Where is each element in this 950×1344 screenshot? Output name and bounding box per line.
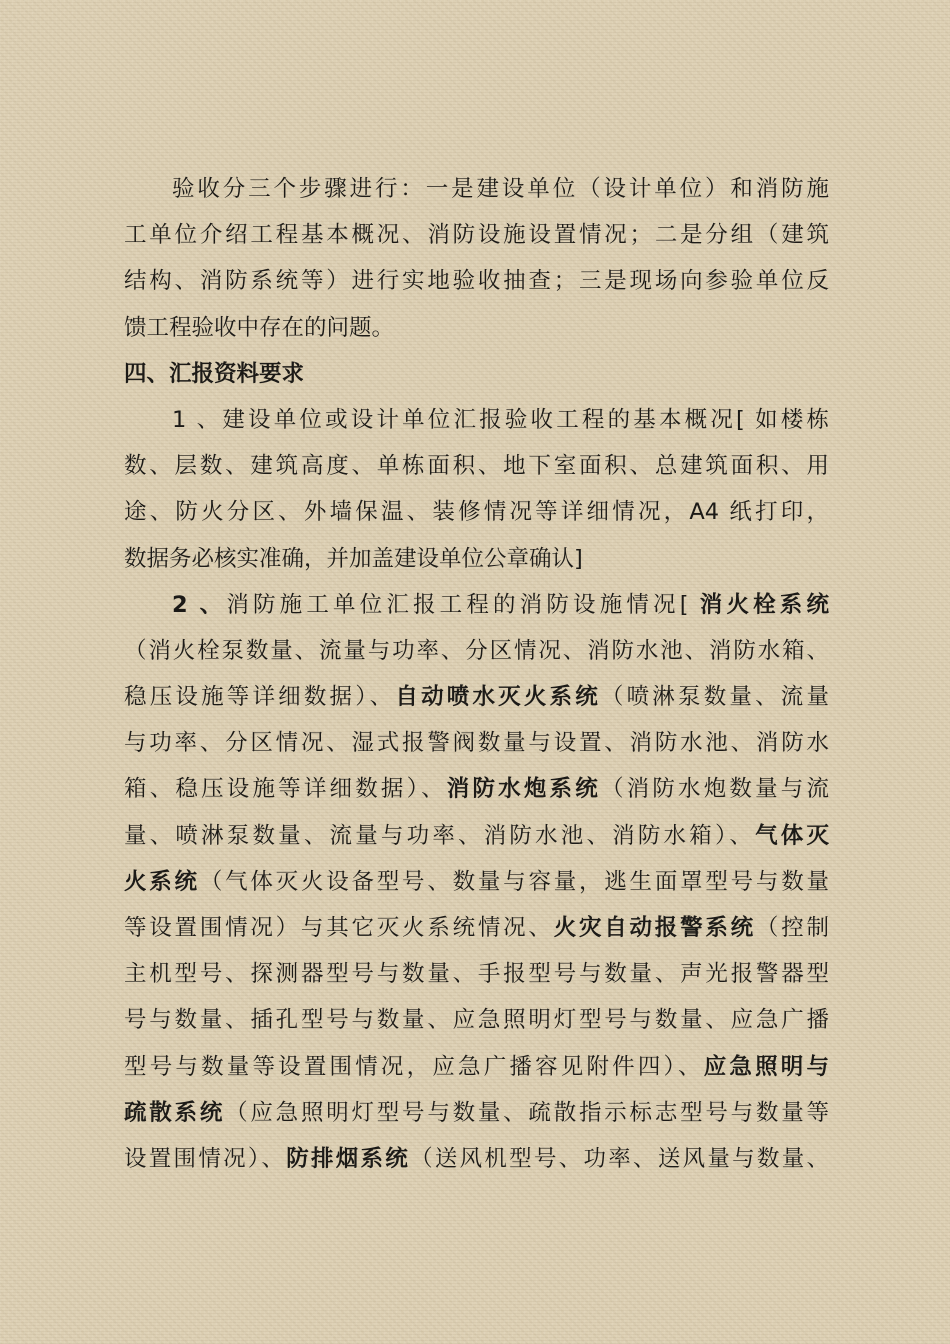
text-run: 型号与数量等设置围情况，应急广播容见附件四）、 bbox=[124, 1053, 704, 1080]
text-run: 途、防火分区、外墙保温、装修情况等详细情况，A4 纸打印， bbox=[124, 499, 829, 526]
text-run: 结构、消防系统等）进行实地验收抽查；三是现场向参验单位反 bbox=[124, 268, 829, 295]
paragraph-line bbox=[124, 766, 829, 812]
paragraph-line bbox=[124, 997, 829, 1043]
text-run: （气体灭火设备型号、数量与容量，逃生面罩型号与数量 bbox=[199, 868, 829, 895]
paragraph-line bbox=[124, 212, 829, 258]
text-run: 箱、稳压设施等详细数据）、 bbox=[124, 776, 447, 803]
paragraph-line bbox=[124, 1044, 829, 1090]
text-run: 验收分三个步骤进行：一是建设单位（设计单位）和消防施 bbox=[172, 176, 829, 202]
text-run: （喷淋泵数量、流量 bbox=[600, 684, 829, 711]
paragraph-line bbox=[124, 628, 829, 674]
text-run: （应急照明灯型号与数量、疏散指示标志型号与数量等 bbox=[225, 1099, 829, 1126]
text-run: 号与数量、插孔型号与数量、应急照明灯型号与数量、应急广播 bbox=[124, 1007, 829, 1034]
text-run: （送风机型号、功率、送风量与数量、 bbox=[410, 1145, 829, 1172]
section-heading bbox=[124, 351, 829, 397]
paragraph-line bbox=[124, 489, 829, 535]
bold-run: 2 、 bbox=[172, 591, 227, 618]
text-run: 主机型号、探测器型号与数量、手报型号与数量、声光报警器型 bbox=[124, 961, 829, 988]
text-run: 等设置围情况）与其它灭火系统情况、 bbox=[124, 915, 554, 941]
bold-run: 防排烟系统 bbox=[286, 1145, 411, 1172]
paragraph-line bbox=[124, 258, 829, 304]
paragraph-line bbox=[124, 582, 829, 628]
body-text bbox=[124, 166, 829, 1182]
text-run: 馈工程验收中存在的问题。 bbox=[124, 314, 395, 341]
bold-run: 消火栓系统 bbox=[699, 591, 829, 618]
text-run: 1 、建设单位或设计单位汇报验收工程的基本概况[ 如楼栋 bbox=[172, 406, 829, 433]
bold-run: 消防水炮系统 bbox=[446, 776, 601, 803]
bold-run: 气体灭 bbox=[755, 822, 829, 849]
bold-run: 火系统 bbox=[124, 868, 200, 895]
text-run: 量、喷淋泵数量、流量与功率、消防水池、消防水箱）、 bbox=[124, 822, 756, 849]
text-run: （消火栓泵数量、流量与功率、分区情况、消防水池、消防水箱、 bbox=[124, 637, 829, 664]
paragraph-line bbox=[124, 443, 829, 489]
text-run: 工单位介绍工程基本概况、消防设施设置情况；二是分组（建筑 bbox=[124, 222, 829, 249]
paragraph-line bbox=[124, 397, 829, 443]
paragraph-line bbox=[124, 905, 829, 951]
paragraph-line bbox=[124, 859, 829, 905]
paragraph-line bbox=[124, 1136, 829, 1182]
paragraph-line bbox=[124, 1090, 829, 1136]
text-run: （控制 bbox=[755, 915, 829, 941]
paragraph-line bbox=[124, 166, 829, 212]
paragraph-line bbox=[124, 536, 829, 582]
paragraph-line bbox=[124, 813, 829, 859]
bold-run: 应急照明与 bbox=[703, 1053, 829, 1080]
text-run: 稳压设施等详细数据）、 bbox=[124, 684, 396, 711]
text-run: 与功率、分区情况、湿式报警阀数量与设置、消防水池、消防水 bbox=[124, 730, 829, 757]
text-run: 消防施工单位汇报工程的消防设施情况[ bbox=[226, 591, 700, 618]
paragraph-line bbox=[124, 674, 829, 720]
text-run: 设置围情况）、 bbox=[124, 1145, 287, 1172]
heading-text: 四、汇报资料要求 bbox=[124, 360, 305, 387]
paragraph-line bbox=[124, 720, 829, 766]
text-run: 数据务必核实准确，并加盖建设单位公章确认] bbox=[124, 545, 583, 572]
text-run: 数、层数、建筑高度、单栋面积、地下室面积、总建筑面积、用 bbox=[124, 453, 829, 480]
bold-run: 自动喷水灭火系统 bbox=[395, 684, 601, 711]
bold-run: 火灾自动报警系统 bbox=[553, 915, 756, 941]
text-run: （消防水炮数量与流 bbox=[600, 776, 829, 803]
paragraph-line bbox=[124, 305, 829, 351]
paragraph-line bbox=[124, 951, 829, 997]
bold-run: 疏散系统 bbox=[124, 1099, 226, 1126]
